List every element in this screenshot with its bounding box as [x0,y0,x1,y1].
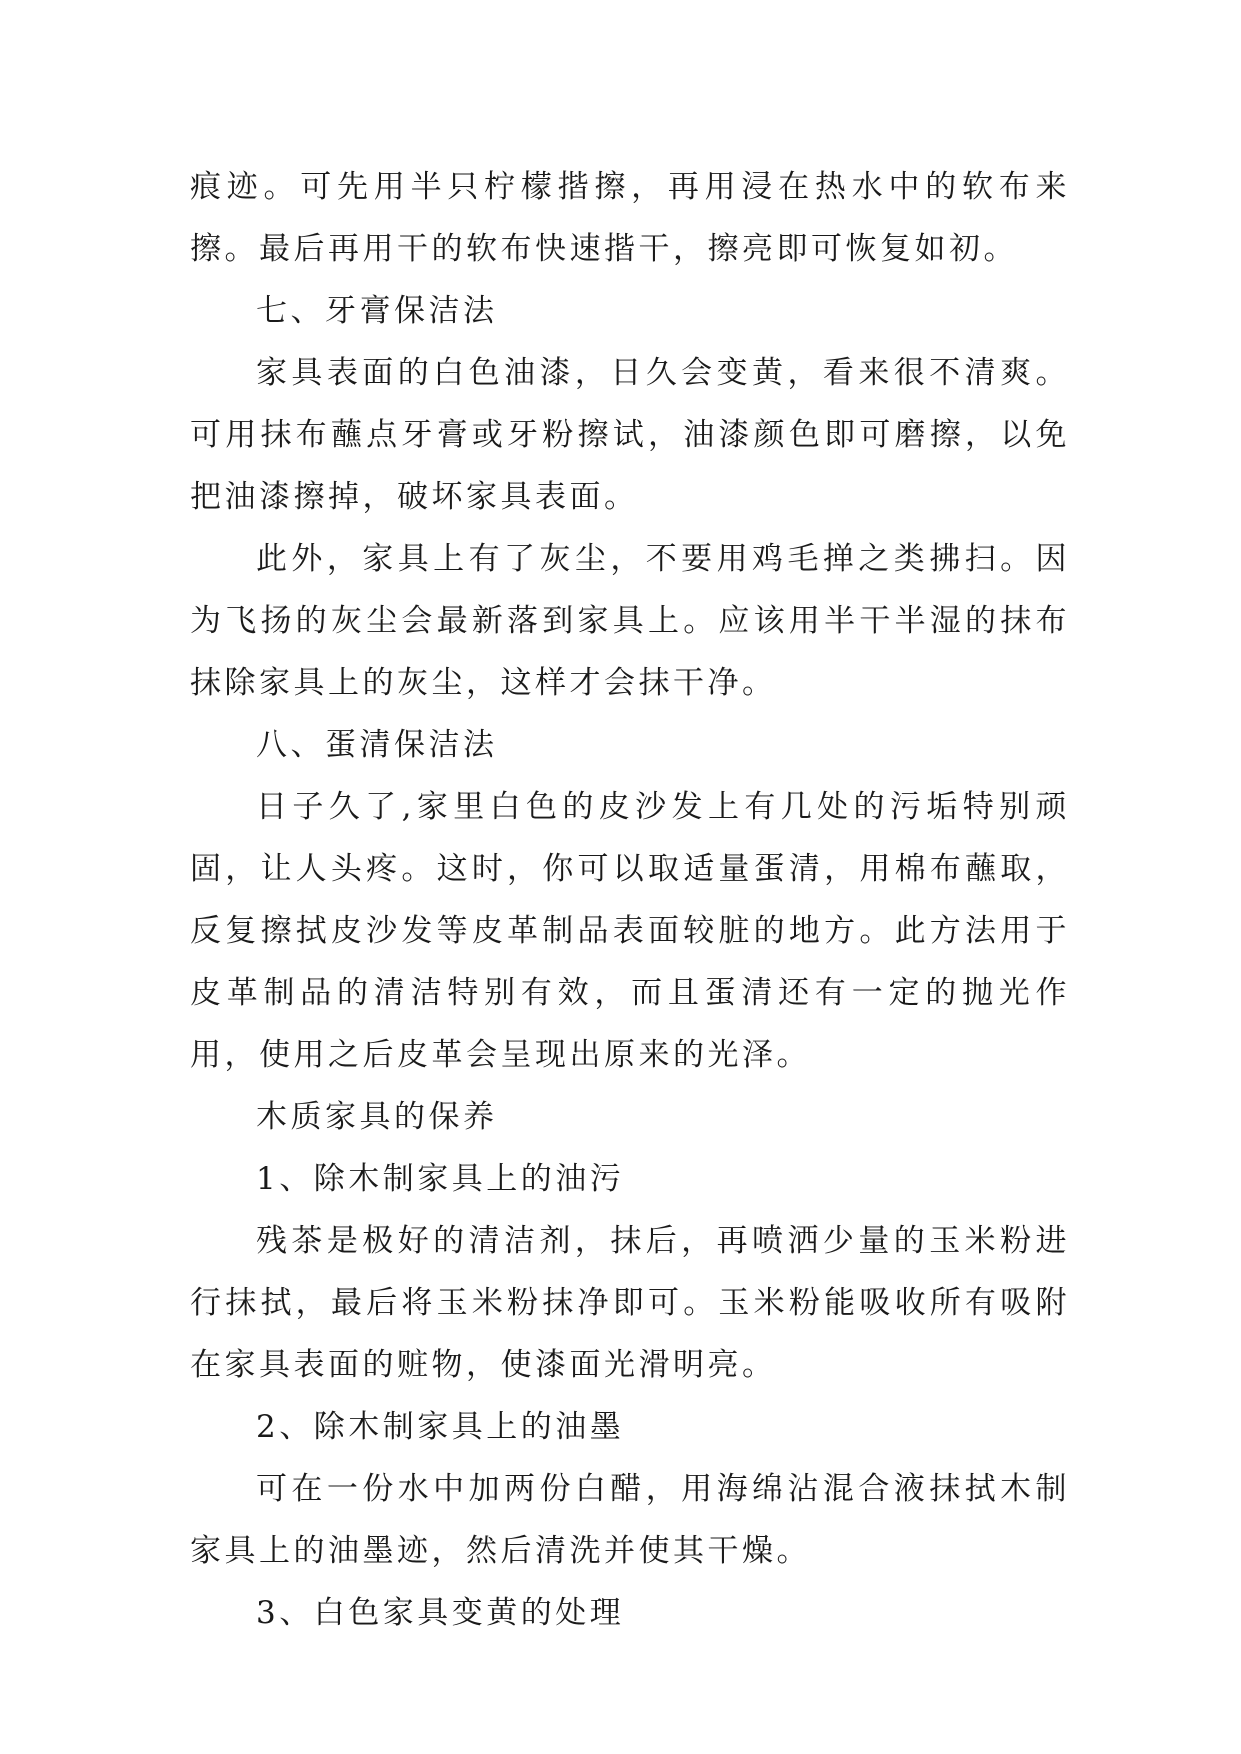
paragraph-egg-white: 日子久了,家里白色的皮沙发上有几处的污垢特别顽固，让人头疼。这时，你可以取适量蛋清，用棉布蘸取，反复擦拭皮沙发等皮革制品表面较脏的地方。此方法用于皮革制品的清洁特别有效，而且蛋清还有一定的抛光作用，使用之后皮革会呈现出原来的光泽。 [190,789,1070,1073]
subheading-yellowing: 3、白色家具变黄的处理 [256,1595,625,1631]
paragraph-toothpaste: 家具表面的白色油漆，日久会变黄，看来很不清爽。可用抹布蘸点牙膏或牙粉擦试，油漆颜色即可磨擦，以免把油漆擦掉，破坏家具表面。 [190,355,1070,515]
paragraph-dust: 此外，家具上有了灰尘，不要用鸡毛掸之类拂扫。因为飞扬的灰尘会最新落到家具上。应该用半干半湿的抹布抹除家具上的灰尘，这样才会抹干净。 [190,541,1070,701]
paragraph-lemon-continued: 痕迹。可先用半只柠檬揩擦，再用浸在热水中的软布来擦。最后再用干的软布快速揩干，擦亮即可恢复如初。 [190,169,1070,267]
section-heading-toothpaste: 七、牙膏保洁法 [256,293,498,329]
paragraph-grease: 残茶是极好的清洁剂，抹后，再喷洒少量的玉米粉进行抹拭，最后将玉米粉抹净即可。玉米粉能吸收所有吸附在家具表面的赃物，使漆面光滑明亮。 [190,1223,1070,1383]
document-body [190,156,1070,1644]
paragraph-ink: 可在一份水中加两份白醋，用海绵沾混合液抹拭木制家具上的油墨迹，然后清洗并使其干燥。 [190,1471,1070,1569]
section-heading-wood-care: 木质家具的保养 [256,1099,498,1135]
subheading-grease: 1、除木制家具上的油污 [256,1161,625,1197]
subheading-ink: 2、除木制家具上的油墨 [256,1409,625,1445]
section-heading-egg-white: 八、蛋清保洁法 [256,727,498,763]
